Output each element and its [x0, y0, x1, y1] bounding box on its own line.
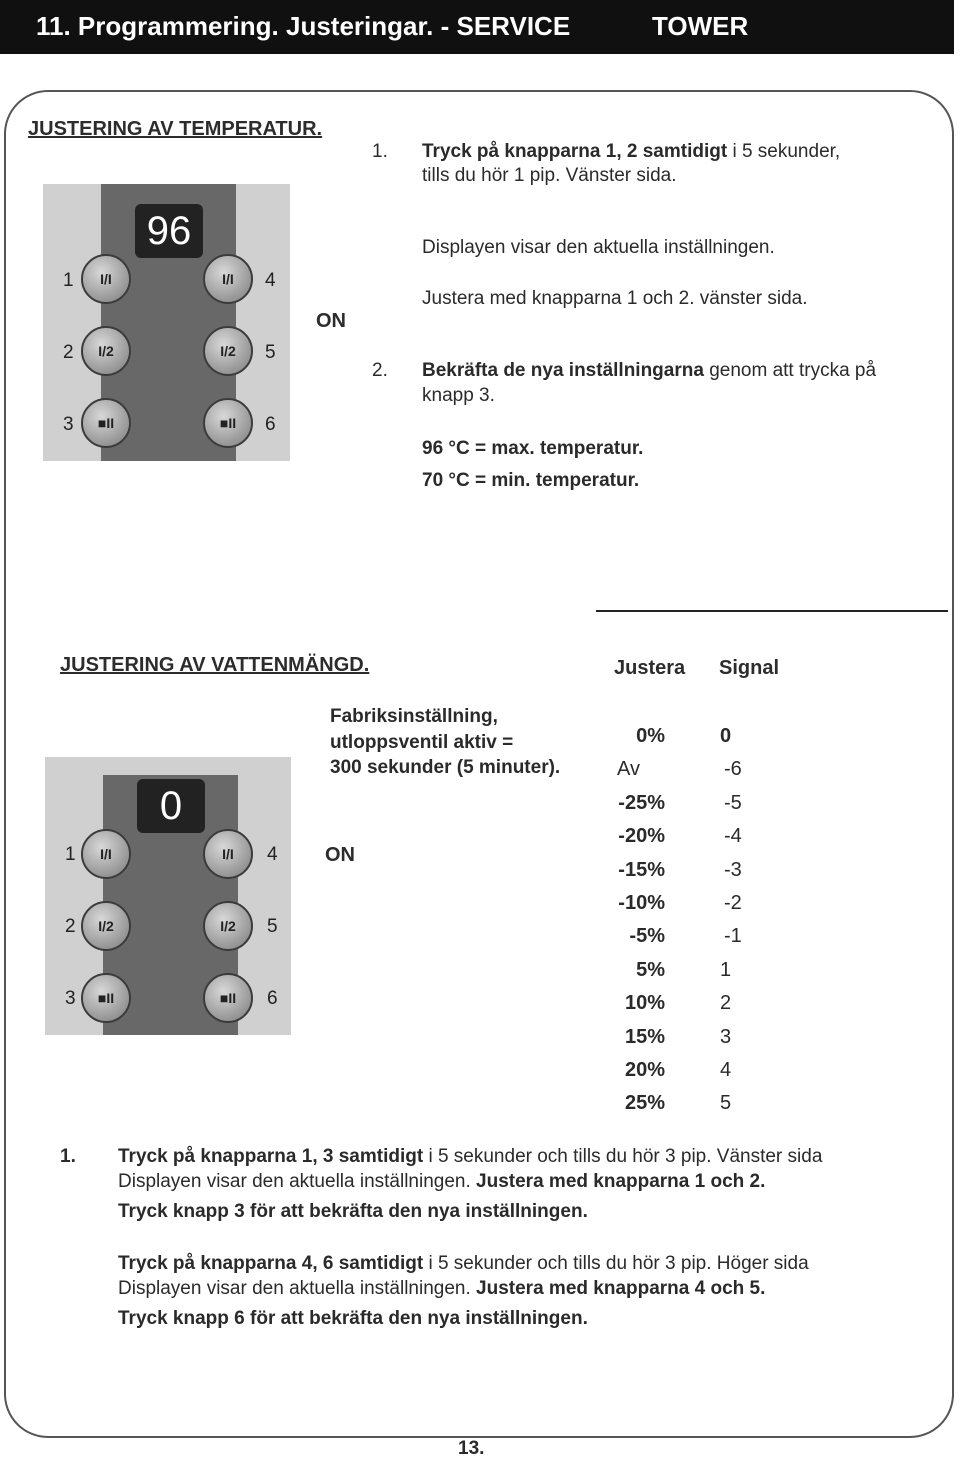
- panel-button-4[interactable]: I/I: [203, 829, 253, 879]
- panel-num-1: 1: [63, 270, 74, 291]
- header-brand: TOWER: [652, 11, 749, 41]
- panel-button-6[interactable]: ■II: [203, 398, 253, 448]
- table-row-signal: -4: [724, 825, 742, 847]
- panel-num-2: 2: [65, 916, 76, 937]
- table-row-adjust: 5%: [636, 959, 665, 981]
- table-row-adjust: Av: [617, 758, 640, 780]
- table-row-adjust: 20%: [624, 1059, 665, 1081]
- panel-num-5: 5: [267, 916, 278, 937]
- panel-num-4: 4: [265, 270, 276, 291]
- temp-control-panel: [43, 184, 290, 461]
- table-row-signal: -3: [724, 859, 742, 881]
- panel-button-4[interactable]: I/I: [203, 254, 253, 304]
- water-heading: JUSTERING AV VATTENMÄNGD.: [60, 654, 370, 676]
- temp-step1: [422, 141, 840, 163]
- temp-step2-line2: knapp 3.: [422, 385, 495, 406]
- water-p1-num: 1.: [60, 1146, 76, 1167]
- water-p1-line2b: Justera med knapparna 1 och 2.: [476, 1171, 766, 1192]
- water-p2-line3: Tryck knapp 6 för att bekräfta den nya inställningen.: [118, 1308, 588, 1329]
- temp-step1-num: 1.: [372, 141, 388, 162]
- page-number: 13.: [458, 1438, 485, 1459]
- panel-num-1: 1: [65, 844, 76, 865]
- table-row-adjust: -20%: [618, 825, 665, 847]
- col-adjust-header: Justera: [614, 657, 686, 679]
- panel-num-4: 4: [267, 844, 278, 865]
- panel-button-2[interactable]: I/2: [81, 326, 131, 376]
- water-p2-rest: i 5 sekunder och tills du hör 3 pip. Höger sida: [428, 1253, 809, 1274]
- table-row-signal: -1: [724, 925, 742, 947]
- factory-line1: Fabriksinställning,: [330, 706, 498, 727]
- temp-step2-rest: genom att trycka på: [709, 360, 877, 381]
- temp-step1-line2: tills du hör 1 pip. Vänster sida.: [422, 165, 677, 186]
- table-row-signal: 2: [720, 992, 732, 1014]
- temp-step2: [422, 360, 876, 382]
- table-row-adjust: 15%: [624, 1026, 665, 1048]
- table-row-signal: 1: [720, 959, 732, 981]
- panel-num-6: 6: [265, 414, 276, 435]
- water-p2-line2: [118, 1278, 765, 1300]
- temp-adjust-line: Justera med knapparna 1 och 2. vänster sida.: [422, 288, 808, 309]
- temp-on-label: ON: [316, 310, 346, 332]
- temp-step1-bold: Tryck på knapparna 1, 2 samtidigt: [422, 141, 728, 162]
- water-p2-line2b: Justera med knapparna 4 och 5.: [476, 1278, 766, 1299]
- table-row-adjust: 10%: [624, 992, 665, 1014]
- water-p2-line2a: Displayen visar den aktuella inställningen.: [118, 1278, 471, 1299]
- table-row-adjust: -15%: [618, 859, 665, 881]
- temp-display-line: Displayen visar den aktuella inställningen.: [422, 237, 775, 258]
- water-p1-line2a: Displayen visar den aktuella inställningen.: [118, 1171, 471, 1192]
- panel-button-5[interactable]: I/2: [203, 901, 253, 951]
- panel-button-1[interactable]: I/I: [81, 829, 131, 879]
- water-p1-line2: [118, 1171, 765, 1193]
- header-title: 11. Programmering. Justeringar. - SERVICE: [36, 11, 571, 41]
- panel-num-5: 5: [265, 342, 276, 363]
- panel-button-1[interactable]: I/I: [81, 254, 131, 304]
- panel-num-6: 6: [267, 988, 278, 1009]
- temp-max-line: 96 °C = max. temperatur.: [422, 438, 644, 459]
- table-row-signal: -5: [724, 792, 742, 814]
- temp-step2-bold: Bekräfta de nya inställningarna: [422, 360, 704, 381]
- temp-panel-display: 96: [135, 204, 203, 258]
- section-divider: [596, 610, 948, 612]
- panel-num-3: 3: [63, 414, 74, 435]
- table-row-adjust: 25%: [624, 1092, 665, 1114]
- table-row-adjust: -5%: [629, 925, 665, 947]
- factory-line2: utloppsventil aktiv =: [330, 732, 514, 753]
- temp-step2-num: 2.: [372, 360, 388, 381]
- temp-min-line: 70 °C = min. temperatur.: [422, 470, 640, 491]
- table-row-signal: -6: [724, 758, 742, 780]
- water-p1-bold: Tryck på knapparna 1, 3 samtidigt: [118, 1146, 424, 1167]
- panel-button-2[interactable]: I/2: [81, 901, 131, 951]
- table-row-signal: -2: [724, 892, 742, 914]
- panel-num-2: 2: [63, 342, 74, 363]
- col-signal-header: Signal: [719, 657, 780, 679]
- water-on-label: ON: [325, 844, 355, 866]
- water-panel-display: 0: [137, 779, 205, 833]
- factory-line3: 300 sekunder (5 minuter).: [330, 757, 561, 778]
- panel-button-5[interactable]: I/2: [203, 326, 253, 376]
- temp-step1-rest: i 5 sekunder,: [732, 141, 841, 162]
- panel-button-3[interactable]: ■II: [81, 398, 131, 448]
- table-row-signal: 4: [720, 1059, 732, 1081]
- water-p1-rest: i 5 sekunder och tills du hör 3 pip. Vänster sida: [428, 1146, 823, 1167]
- water-p2-line1: [118, 1253, 809, 1275]
- temp-heading: JUSTERING AV TEMPERATUR.: [28, 118, 323, 140]
- table-row-adjust: -25%: [618, 792, 665, 814]
- panel-num-3: 3: [65, 988, 76, 1009]
- panel-button-6[interactable]: ■II: [203, 973, 253, 1023]
- water-p2-bold: Tryck på knapparna 4, 6 samtidigt: [118, 1253, 424, 1274]
- panel-button-3[interactable]: ■II: [81, 973, 131, 1023]
- water-control-panel: [45, 757, 291, 1035]
- table-row-signal: 0: [720, 725, 732, 747]
- table-row-signal: 5: [720, 1092, 732, 1114]
- table-row-adjust: -10%: [618, 892, 665, 914]
- header-bar: [0, 0, 954, 54]
- table-row-adjust: 0%: [636, 725, 665, 747]
- water-p1-line1: [118, 1146, 822, 1168]
- table-row-signal: 3: [720, 1026, 732, 1048]
- water-p1-line3: Tryck knapp 3 för att bekräfta den nya inställningen.: [118, 1201, 588, 1222]
